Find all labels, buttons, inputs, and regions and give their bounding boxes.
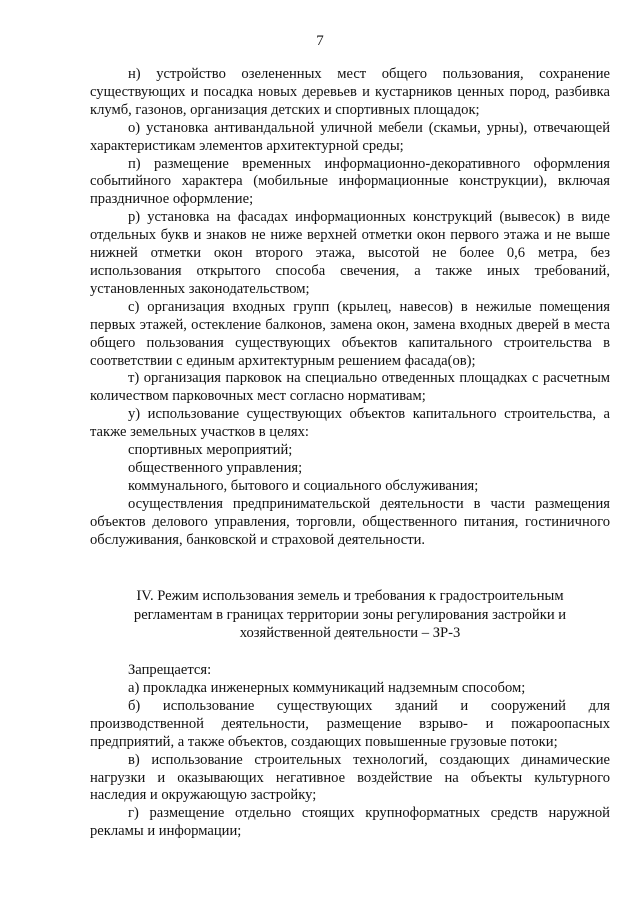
paragraph-p: п) размещение временных информационно-декоративного оформления событийного характера (мобильные информационные конструкции), включая праздничное оформление; [90,155,610,208]
list-item: общественного управления; [128,459,303,476]
paragraph-t: т) организация парковок на специально отведенных площадках с расчетным количеством парковочных мест согласно нормативам; [90,370,610,405]
paragraph-u-last: осуществления предпринимательской деятельности в части размещения объектов делового управления, торговли, общественного питания, гостиничного обслуживания, банковской и страховой деятельности. [90,495,610,548]
paragraph-b: б) использование существующих зданий и сооружений для производственной деятельности, размещение взрыво- и пожароопасных предприятий, а также объектов, создающих повышенные грузовые потоки; [90,697,610,750]
paragraph-v: в) использование строительных технологий, создающих динамические нагрузки и оказывающих негативное воздействие на объекты культурного наследия и окружающую застройку; [90,751,610,804]
paragraph-a: а) прокладка инженерных коммуникаций надземным способом; [128,679,526,696]
paragraph-u: у) использование существующих объектов капитального строительства, а также земельных участков в целях: [90,406,610,441]
paragraph-g: г) размещение отдельно стоящих крупноформатных средств наружной рекламы и информации; [90,805,610,840]
list-item: коммунального, бытового и социального обслуживания; [128,477,479,494]
section-intro: Запрещается: [128,662,212,679]
paragraph-n: н) устройство озелененных мест общего пользования, сохранение существующих и посадка новых деревьев и кустарников ценных пород, разбивка клумб, газонов, организация детских и спортивных площадок; [90,66,610,118]
list-item: спортивных мероприятий; [128,442,293,459]
paragraph-r: р) установка на фасадах информационных конструкций (вывесок) в виде отдельных букв и знаков не ниже верхней отметки окон первого этажа и не выше нижней отметки окон второго этажа, высотой не более 0,6 метра, без использования открытого способа свечения, а также иных требований, установленных законодательством; [90,209,610,297]
page-number: 7 [316,33,324,49]
paragraph-s: с) организация входных групп (крылец, навесов) в нежилые помещения первых этажей, остекление балконов, замена окон, замена входных дверей в места общего пользования существующих объектов капитального строительства в соответствии с единым архитектурным решением фасада(ов); [90,298,610,369]
spacer [90,642,610,662]
section-heading: IV. Режим использования земель и требования к градостроительным регламентам в границах территории зоны регулирования застройки и хозяйственной деятельности – ЗР-3 [133,588,567,641]
paragraph-o: о) установка антивандальной уличной мебели (скамьи, урны), отвечающей характеристикам элементов архитектурной среды; [90,119,610,154]
document-body [90,66,610,841]
